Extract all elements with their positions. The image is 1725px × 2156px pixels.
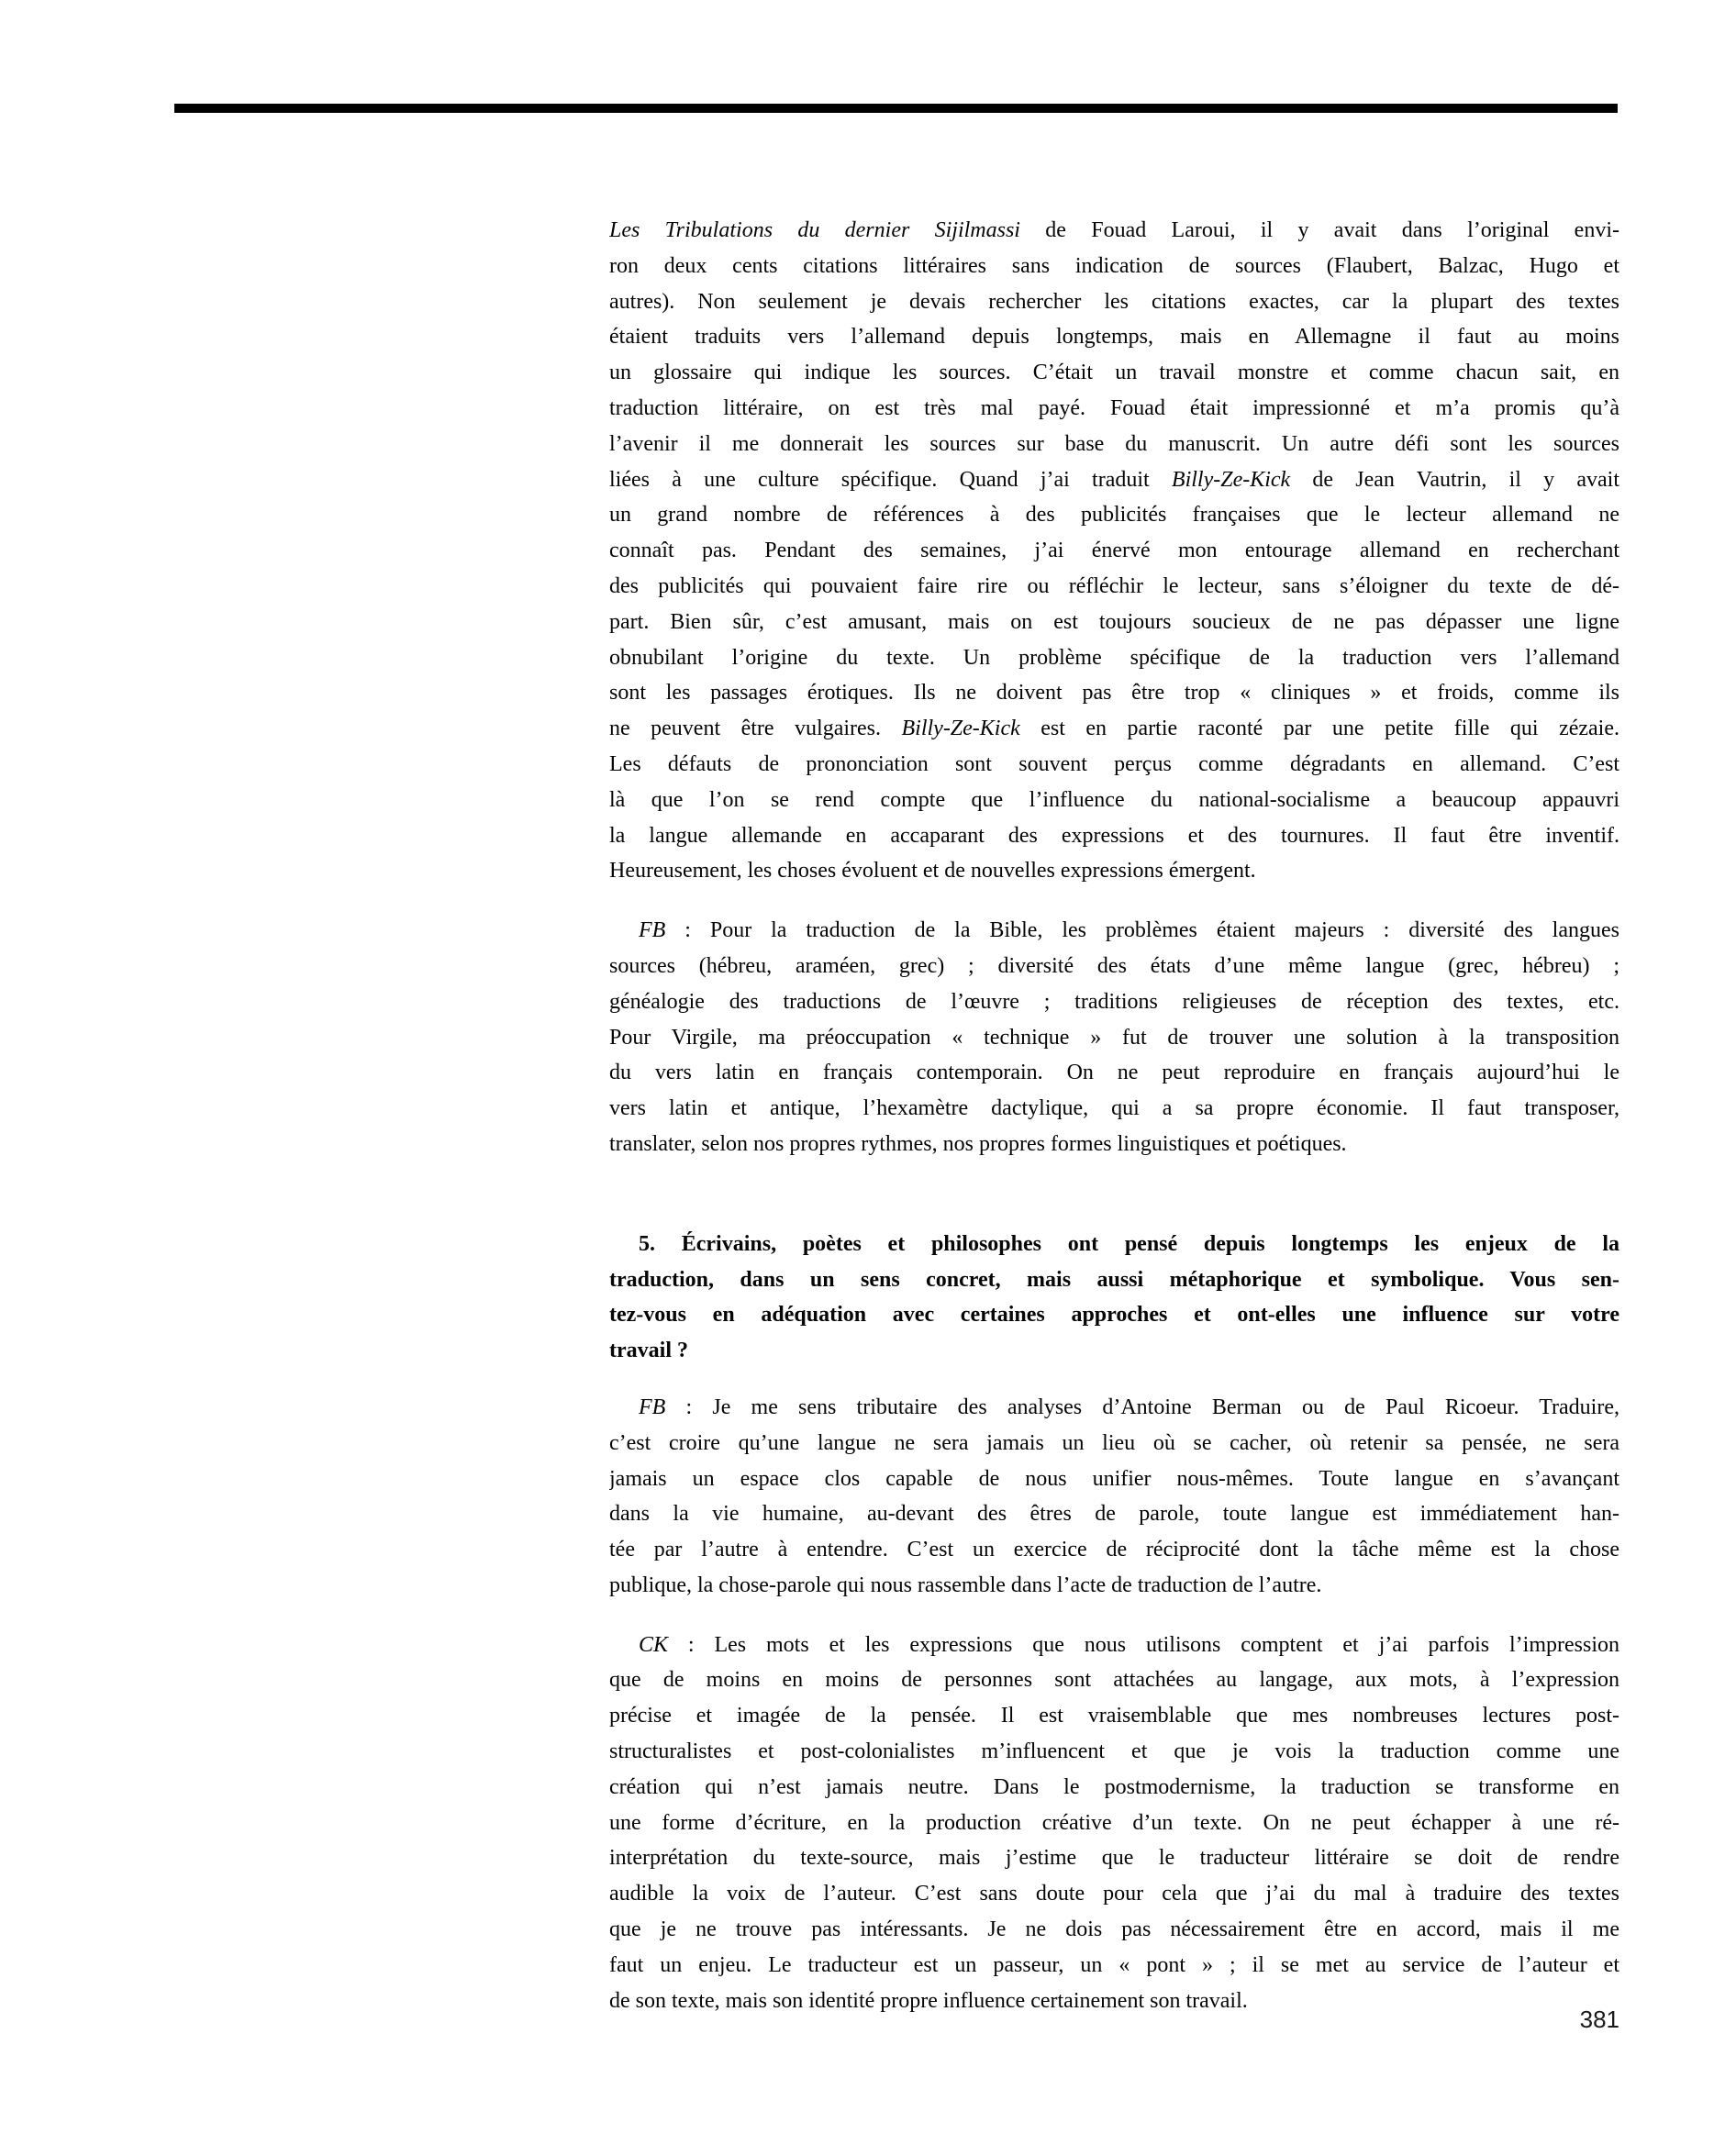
text-line: Heureusement, les choses évoluent et de nouvelles expressions émergent. [609,859,1256,884]
text-line: Les Tribulations du dernier Sijilmassi de Fouad Laroui, il y avait dans l’original envi- [609,218,1619,242]
text-line: FB : Je me sens tributaire des analyses d’Antoine Berman ou de Paul Ricoeur. Traduire, [639,1395,1619,1419]
text-line: traduction, dans un sens concret, mais aussi métaphorique et symbolique. Vous sen- [609,1267,1619,1292]
text-line: CK : Les mots et les expressions que nous utilisons comptent et j’ai parfois l’impression [639,1632,1619,1657]
text-line: part. Bien sûr, c’est amusant, mais on est toujours soucieux de ne pas dépasser une ligne [609,609,1619,634]
header-rule [174,104,1618,113]
text-line: liées à une culture spécifique. Quand j’ai traduit Billy-Ze-Kick de Jean Vautrin, il y avait [609,467,1619,492]
text-line: Pour Virgile, ma préoccupation « technique » fut de trouver une solution à la transposition [609,1025,1619,1050]
interview-question [609,1227,1619,1369]
text-line: structuralistes et post-colonialistes m’influencent et que je vois la traduction comme une [609,1739,1619,1764]
text-line: FB : Pour la traduction de la Bible, les problèmes étaient majeurs : diversité des langues [639,918,1619,943]
text-line: que de moins en moins de personnes sont attachées au langage, aux mots, à l’expression [609,1668,1619,1693]
text-line: c’est croire qu’une langue ne sera jamais un lieu où se cacher, où retenir sa pensée, ne sera [609,1430,1619,1455]
text-line: faut un enjeu. Le traducteur est un passeur, un « pont » ; il se met au service de l’auteur et [609,1952,1619,1977]
text-line: jamais un espace clos capable de nous unifier nous-mêmes. Toute langue en s’avançant [609,1466,1619,1491]
page-number: 381 [1579,2006,1619,2033]
text-line: translater, selon nos propres rythmes, nos propres formes linguistiques et poétiques. [609,1131,1347,1156]
text-line: des publicités qui pouvaient faire rire ou réfléchir le lecteur, sans s’éloigner du texte de dé- [609,573,1619,598]
text-line: autres). Non seulement je devais rechercher les citations exactes, car la plupart des textes [609,289,1619,314]
text-line: connaît pas. Pendant des semaines, j’ai énervé mon entourage allemand en recherchant [609,539,1619,563]
text-line: audible la voix de l’auteur. C’est sans doute pour cela que j’ai du mal à traduire des textes [609,1882,1619,1906]
text-line: étaient traduits vers l’allemand depuis longtemps, mais en Allemagne il faut au moins [609,325,1619,350]
text-line: un glossaire qui indique les sources. C’était un travail monstre et comme chacun sait, en [609,361,1619,385]
text-line: création qui n’est jamais neutre. Dans le postmodernisme, la traduction se transforme en [609,1774,1619,1799]
text-line: tée par l’autre à entendre. C’est un exercice de réciprocité dont la tâche même est la chose [609,1538,1619,1562]
text-line: sont les passages érotiques. Ils ne doivent pas être trop « cliniques » et froids, comme ils [609,681,1619,706]
text-line: généalogie des traductions de l’œuvre ; traditions religieuses de réception des textes, etc. [609,989,1619,1014]
text-line: publique, la chose-parole qui nous rassemble dans l’acte de traduction de l’autre. [609,1573,1322,1597]
text-line: ron deux cents citations littéraires sans indication de sources (Flaubert, Balzac, Hugo et [609,253,1619,278]
text-column [609,213,1619,2018]
text-line: interprétation du texte-source, mais j’estime que le traducteur littéraire se doit de rendre [609,1846,1619,1871]
text-line: un grand nombre de références à des publicités françaises que le lecteur allemand ne [609,503,1619,528]
text-line: la langue allemande en accaparant des expressions et des tournures. Il faut être inventif. [609,823,1619,848]
text-line: vers latin et antique, l’hexamètre dactylique, qui a sa propre économie. Il faut transposer, [609,1096,1619,1121]
text-line: une forme d’écriture, en la production créative d’un texte. On ne peut échapper à une ré- [609,1810,1619,1835]
text-line: de son texte, mais son identité propre influence certainement son travail. [609,1988,1248,2013]
text-line: dans la vie humaine, au-devant des êtres de parole, toute langue est immédiatement han- [609,1502,1619,1527]
text-line: sources (hébreu, araméen, grec) ; diversité des états d’une même langue (grec, hébreu) ; [609,953,1619,978]
text-line: tez-vous en adéquation avec certaines approches et ont-elles une influence sur votre [609,1303,1619,1328]
text-line: ne peuvent être vulgaires. Billy-Ze-Kick est en partie raconté par une petite fille qui zézaie. [609,717,1619,741]
text-line: précise et imagée de la pensée. Il est vraisemblable que mes nombreuses lectures post- [609,1704,1619,1728]
paragraph [609,913,1619,1162]
paragraph [609,213,1619,889]
text-line: l’avenir il me donnerait les sources sur base du manuscrit. Un autre défi sont les sources [609,431,1619,456]
paragraph [609,1628,1619,2019]
text-line: traduction littéraire, on est très mal payé. Fouad était impressionné et m’a promis qu’à [609,395,1619,420]
text-line: 5. Écrivains, poètes et philosophes ont pensé depuis longtemps les enjeux de la [639,1231,1619,1256]
text-line: travail ? [609,1339,688,1363]
text-line: obnubilant l’origine du texte. Un problème spécifique de la traduction vers l’allemand [609,645,1619,670]
paragraph [609,1390,1619,1604]
text-line: Les défauts de prononciation sont souvent perçus comme dégradants en allemand. C’est [609,751,1619,776]
text-line: du vers latin en français contemporain. On ne peut reproduire en français aujourd’hui le [609,1061,1619,1085]
text-line: que je ne trouve pas intéressants. Je ne dois pas nécessairement être en accord, mais il me [609,1917,1619,1942]
text-line: là que l’on se rend compte que l’influence du national-socialisme a beaucoup appauvri [609,787,1619,812]
